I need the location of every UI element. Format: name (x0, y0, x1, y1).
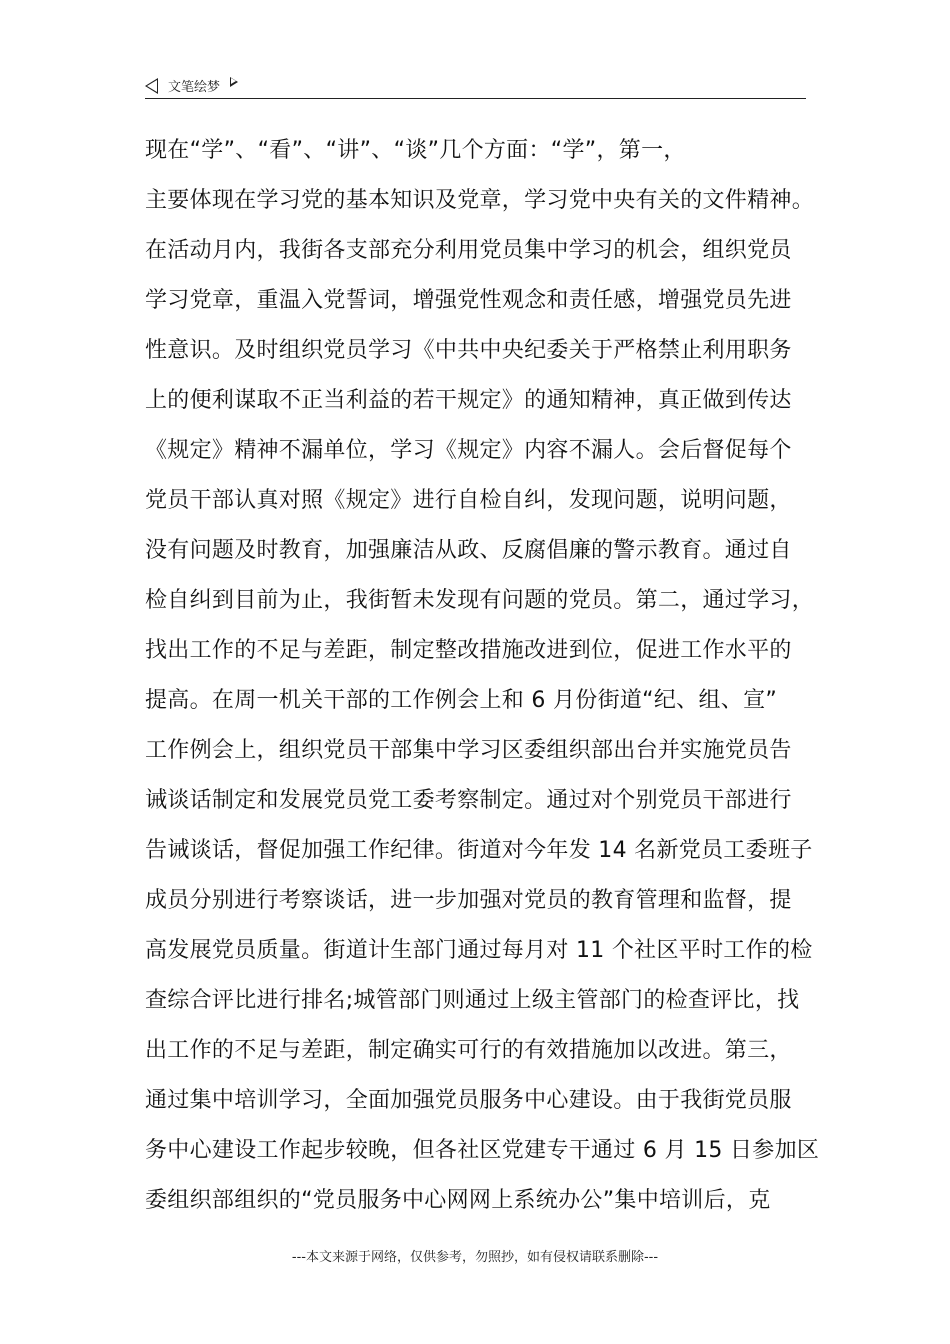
text-line: 提高。在周一机关干部的工作例会上和 6 月份街道“纪、组、宣” (145, 688, 778, 713)
text-line: 党员干部认真对照《规定》进行自检自纠，发现问题，说明问题， (145, 488, 792, 513)
text-line: 告诫谈话，督促加强工作纪律。街道对今年发 14 名新党员工委班子 (145, 838, 813, 863)
text-line: 出工作的不足与差距，制定确实可行的有效措施加以改进。第三， (145, 1038, 792, 1063)
text-line: 没有问题及时教育，加强廉洁从政、反腐倡廉的警示教育。通过自 (145, 538, 792, 563)
text-line: 学习党章，重温入党誓词，增强党性观念和责任感，增强党员先进 (145, 288, 792, 313)
text-line: 找出工作的不足与差距，制定整改措施改进到位，促进工作水平的 (145, 638, 792, 663)
text-line: 上的便利谋取不正当利益的若干规定》的通知精神，真正做到传达 (145, 388, 792, 413)
header-inner (145, 76, 238, 95)
triangle-right-icon (230, 77, 238, 87)
text-line: 检自纠到目前为止，我街暂未发现有问题的党员。第二，通过学习， (145, 588, 815, 613)
page-footer: ---本文来源于网络，仅供参考，勿照抄，如有侵权请联系删除--- (291, 1250, 659, 1265)
text-line: 通过集中培训学习，全面加强党员服务中心建设。由于我街党员服 (145, 1088, 792, 1113)
text-line: 务中心建设工作起步较晚，但各社区党建专干通过 6 月 15 日参加区 (145, 1138, 820, 1163)
text-line: 成员分别进行考察谈话，进一步加强对党员的教育管理和监督，提 (145, 888, 792, 913)
text-line: 现在“学”、“看”、“讲”、“谈”几个方面：“学”，第一， (145, 138, 686, 163)
triangle-left-icon (145, 78, 158, 94)
text-line: 查综合评比进行排名;城管部门则通过上级主管部门的检查评比，找 (145, 988, 800, 1013)
text-line: 委组织部组织的“党员服务中心网网上系统办公”集中培训后，克 (145, 1188, 771, 1213)
text-line: 性意识。及时组织党员学习《中共中央纪委关于严格禁止利用职务 (145, 338, 792, 363)
page-header (145, 72, 806, 99)
text-line: 高发展党员质量。街道计生部门通过每月对 11 个社区平时工作的检 (145, 938, 813, 963)
text-line: 诫谈话制定和发展党员党工委考察制定。通过对个别党员干部进行 (145, 788, 792, 813)
header-title: 文笔绘梦 (168, 80, 221, 95)
text-line: 工作例会上，组织党员干部集中学习区委组织部出台并实施党员告 (145, 738, 792, 763)
text-line: 在活动月内，我街各支部充分利用党员集中学习的机会，组织党员 (145, 238, 792, 263)
document-body (145, 126, 820, 1226)
text-line: 主要体现在学习党的基本知识及党章，学习党中央有关的文件精神。 (145, 188, 815, 213)
text-line: 《规定》精神不漏单位，学习《规定》内容不漏人。会后督促每个 (145, 438, 792, 463)
